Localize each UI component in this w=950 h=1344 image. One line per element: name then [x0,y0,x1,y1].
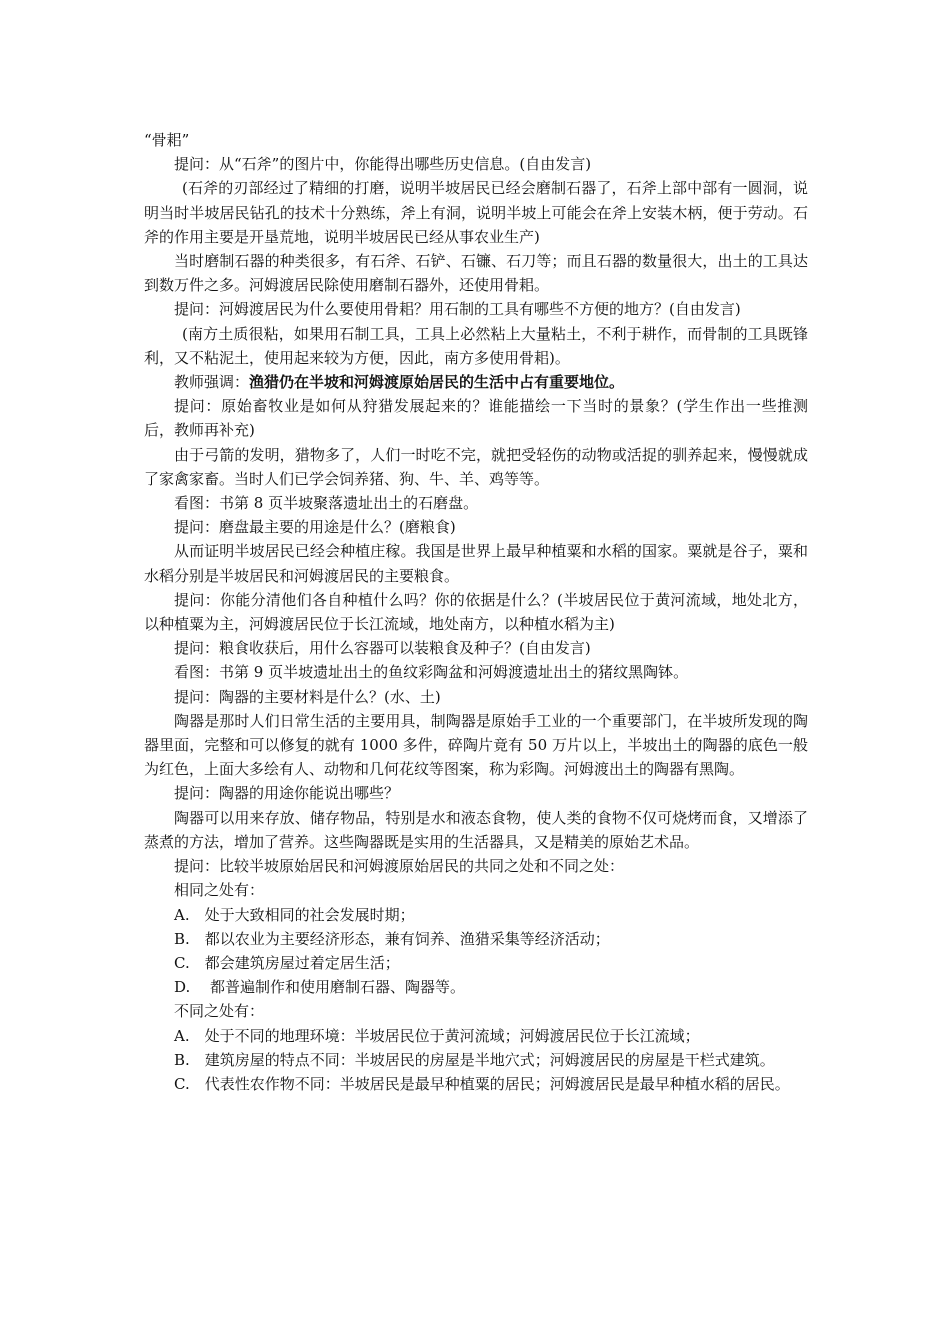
paragraph-15: 看图：书第 9 页半坡遗址出土的鱼纹彩陶盆和河姆渡遗址出土的猪纹黑陶钵。 [174,663,689,682]
paragraph-13: 提问：你能分清他们各自种植什么吗？你的依据是什么？(半坡居民位于黄河流域，地处北方，以种植粟为主，河姆渡居民位于长江流域，地处南方，以种植水稻为主) [144,590,808,634]
paragraph-1: “骨耜” [144,131,190,149]
list-item-same-b: B. 都以农业为主要经济形态，兼有饲养、渔猎采集等经济活动； [174,929,610,948]
list-item-same-a: A. 处于大致相同的社会发展时期； [174,905,415,924]
paragraph-8: 提问：原始畜牧业是如何从狩猎发展起来的？谁能描绘一下当时的景象？(学生作出一些推测后，教师再补充) [144,397,808,440]
list-item-diff-c: C. 代表性农作物不同：半坡居民是最早种植粟的居民；河姆渡居民是最早种植水稻的居民。 [174,1074,790,1093]
paragraph-21: 相同之处有： [174,881,265,900]
paragraph-20: 提问：比较半坡原始居民和河姆渡原始居民的共同之处和不同之处： [174,857,625,876]
paragraph-7: 教师强调：渔猎仍在半坡和河姆渡原始居民的生活中占有重要地位。 [174,373,625,392]
paragraph-17: 陶器是那时人们日常生活的主要用具，制陶器是原始手工业的一个重要部门，在半坡所发现的陶器里面，完整和可以修复的就有 1000 多件，碎陶片竟有 50 万片以上，半坡出土的陶器的底色一般为红色，上面大多绘有人、动物和几何花纹等图案，称为彩陶。河姆渡出土的陶器有黑陶。 [144,711,808,779]
paragraph-16: 提问：陶器的主要材料是什么？(水、土) [174,687,441,706]
paragraph-3: (石斧的刃部经过了精细的打磨，说明半坡居民已经会磨制石器了，石斧上部中部有一圆洞，说明当时半坡居民钻孔的技术十分熟练，斧上有洞，说明半坡上可能会在斧上安装木柄，便于劳动。石斧的作用主要是开垦荒地，说明半坡居民已经从事农业生产) [144,179,808,246]
paragraph-9: 由于弓箭的发明，猎物多了，人们一时吃不完，就把受轻伤的动物或活捉的驯养起来，慢慢就成了家禽家畜。当时人们已学会饲养猪、狗、牛、羊、鸡等等。 [144,445,808,488]
paragraph-26: 不同之处有： [174,1002,265,1021]
paragraph-6: (南方土质很粘，如果用石制工具，工具上必然粘上大量粘土，不利于耕作，而骨制的工具既锋利，又不粘泥土，使用起来较为方便，因此，南方多使用骨耜)。 [144,324,808,367]
paragraph-19: 陶器可以用来存放、储存物品，特别是水和液态食物，使人类的食物不仅可烧烤而食，又增添了蒸煮的方法，增加了营养。这些陶器既是实用的生活器具，又是精美的原始艺术品。 [144,808,808,851]
paragraph-18: 提问：陶器的用途你能说出哪些？ [174,784,400,803]
paragraph-2: 提问：从“石斧”的图片中，你能得出哪些历史信息。(自由发言) [174,155,592,174]
paragraph-4: 当时磨制石器的种类很多，有石斧、石铲、石镰、石刀等；而且石器的数量很大，出土的工具达到数万件之多。河姆渡居民除使用磨制石器外，还使用骨耜。 [144,252,808,295]
list-item-same-d: D. 都普遍制作和使用磨制石器、陶器等。 [174,978,466,997]
paragraph-5: 提问：河姆渡居民为什么要使用骨耜？用石制的工具有哪些不方便的地方？(自由发言) [174,300,741,319]
paragraph-11: 提问：磨盘最主要的用途是什么？(磨粮食) [174,518,456,537]
list-item-same-c: C. 都会建筑房屋过着定居生活； [174,953,400,972]
paragraph-12: 从而证明半坡居民已经会种植庄稼。我国是世界上最早种植粟和水稻的国家。粟就是谷子，粟和水稻分别是半坡居民和河姆渡居民的主要粮食。 [144,542,808,585]
emphasis-text: 渔猎仍在半坡和河姆渡原始居民的生活中占有重要地位。 [249,373,625,392]
list-item-diff-a: A. 处于不同的地理环境：半坡居民位于黄河流域；河姆渡居民位于长江流域； [174,1026,700,1045]
document-body [144,128,808,1096]
paragraph-10: 看图：书第 8 页半坡聚落遗址出土的石磨盘。 [174,494,479,513]
paragraph-14: 提问：粮食收获后，用什么容器可以装粮食及种子？(自由发言) [174,639,591,658]
list-item-diff-b: B. 建筑房屋的特点不同：半坡居民的房屋是半地穴式；河姆渡居民的房屋是干栏式建筑。 [174,1050,775,1069]
